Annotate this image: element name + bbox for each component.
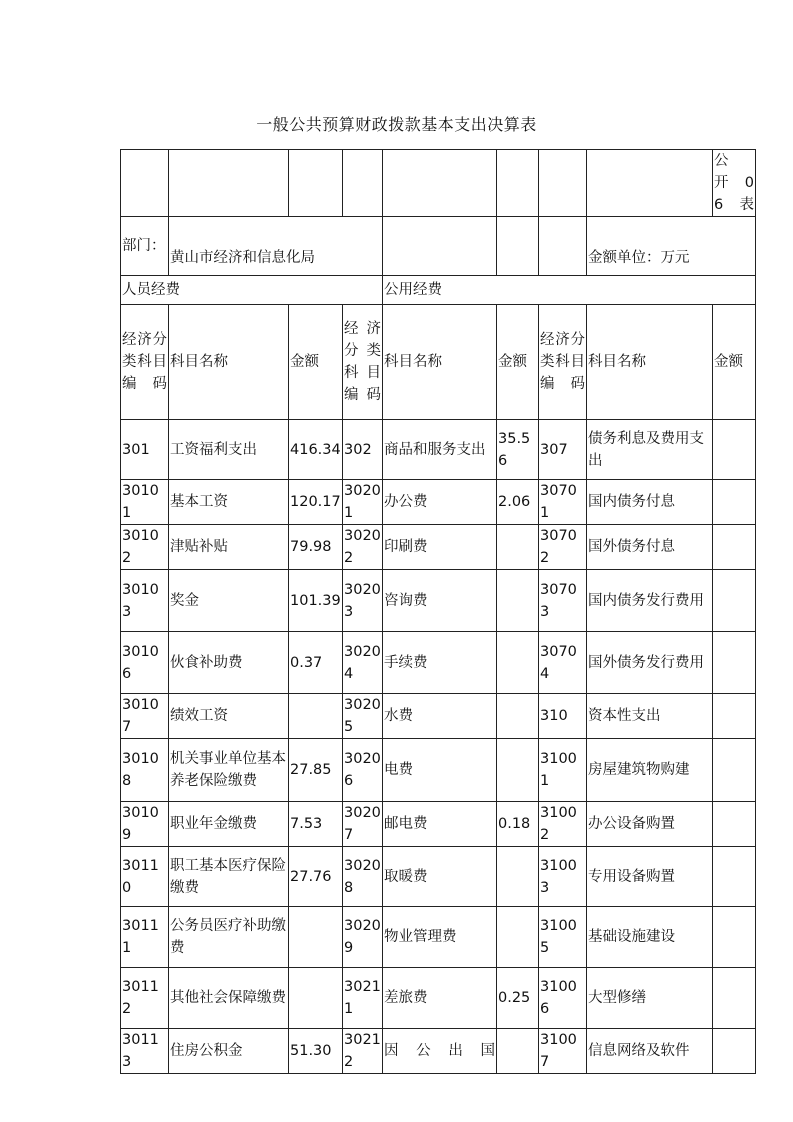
table-row: [121, 480, 756, 525]
code-debt-capital: 30704: [539, 632, 587, 694]
name-debt-capital: 债务利息及费用支出: [587, 420, 713, 480]
amount-public: 0.25: [497, 968, 539, 1029]
section-personnel: 人员经费: [121, 276, 383, 305]
name-personnel: 奖金: [169, 570, 289, 632]
name-public: 差旅费: [383, 968, 497, 1029]
data-rows: [121, 420, 756, 1074]
code-personnel: 30108: [121, 739, 169, 802]
page-title: 一般公共预算财政拨款基本支出决算表: [256, 115, 537, 134]
amount-public: 0.18: [497, 802, 539, 847]
code-public: 30208: [343, 847, 383, 907]
code-public: 30209: [343, 907, 383, 968]
table-row: [121, 802, 756, 847]
col-amount-3: 金额: [713, 305, 756, 420]
code-personnel: 30102: [121, 525, 169, 570]
name-personnel: 伙食补助费: [169, 632, 289, 694]
code-debt-capital: 31001: [539, 739, 587, 802]
table-row: [121, 739, 756, 802]
amount-debt-capital: [713, 847, 756, 907]
code-public: 302: [343, 420, 383, 480]
code-debt-capital: 30703: [539, 570, 587, 632]
amount-public: [497, 1029, 539, 1074]
code-public: 30212: [343, 1029, 383, 1074]
amount-public: [497, 694, 539, 739]
code-public: 30205: [343, 694, 383, 739]
amount-public: 2.06: [497, 480, 539, 525]
name-personnel: 职工基本医疗保险缴费: [169, 847, 289, 907]
table-row: [121, 525, 756, 570]
column-header-row: [121, 305, 756, 420]
code-personnel: 30109: [121, 802, 169, 847]
dept-row: [121, 217, 756, 276]
section-row: [121, 276, 756, 305]
amount-personnel: [289, 968, 343, 1029]
table-row: [121, 1029, 756, 1074]
amount-debt-capital: [713, 480, 756, 525]
amount-personnel: 101.39: [289, 570, 343, 632]
code-debt-capital: 31007: [539, 1029, 587, 1074]
name-debt-capital: 国外债务发行费用: [587, 632, 713, 694]
code-public: 30203: [343, 570, 383, 632]
code-personnel: 30103: [121, 570, 169, 632]
name-public: 印刷费: [383, 525, 497, 570]
code-debt-capital: 30702: [539, 525, 587, 570]
table-row: [121, 570, 756, 632]
name-public: 水费: [383, 694, 497, 739]
name-debt-capital: 国内债务付息: [587, 480, 713, 525]
amount-debt-capital: [713, 907, 756, 968]
code-debt-capital: 307: [539, 420, 587, 480]
section-public: 公用经费: [383, 276, 756, 305]
table-row: [121, 632, 756, 694]
amount-debt-capital: [713, 570, 756, 632]
amount-debt-capital: [713, 632, 756, 694]
name-public: 咨询费: [383, 570, 497, 632]
code-debt-capital: 31003: [539, 847, 587, 907]
name-debt-capital: 资本性支出: [587, 694, 713, 739]
table-row: [121, 694, 756, 739]
amount-public: 35.56: [497, 420, 539, 480]
code-public: 30211: [343, 968, 383, 1029]
amount-public: [497, 632, 539, 694]
col-code-3: 经济分类科目编码: [539, 305, 587, 420]
amount-public: [497, 525, 539, 570]
amount-debt-capital: [713, 420, 756, 480]
amount-personnel: 120.17: [289, 480, 343, 525]
name-debt-capital: 大型修缮: [587, 968, 713, 1029]
amount-personnel: 51.30: [289, 1029, 343, 1074]
name-personnel: 公务员医疗补助缴费: [169, 907, 289, 968]
dept-name: 黄山市经济和信息化局: [169, 217, 383, 276]
amount-debt-capital: [713, 968, 756, 1029]
name-personnel: 绩效工资: [169, 694, 289, 739]
code-debt-capital: 31002: [539, 802, 587, 847]
name-debt-capital: 信息网络及软件: [587, 1029, 713, 1074]
name-public: 因公出国: [383, 1029, 497, 1074]
amount-public: [497, 847, 539, 907]
name-public: 电费: [383, 739, 497, 802]
amount-personnel: 27.76: [289, 847, 343, 907]
name-public: 取暖费: [383, 847, 497, 907]
name-debt-capital: 基础设施建设: [587, 907, 713, 968]
code-personnel: 30106: [121, 632, 169, 694]
amount-public: [497, 570, 539, 632]
col-code-1: 经济分类科目编码: [121, 305, 169, 420]
amount-debt-capital: [713, 802, 756, 847]
name-public: 邮电费: [383, 802, 497, 847]
code-personnel: 30107: [121, 694, 169, 739]
amount-personnel: 7.53: [289, 802, 343, 847]
table-row: [121, 847, 756, 907]
table-row: [121, 907, 756, 968]
name-public: 物业管理费: [383, 907, 497, 968]
code-personnel: 30112: [121, 968, 169, 1029]
name-personnel: 职业年金缴费: [169, 802, 289, 847]
name-personnel: 机关事业单位基本养老保险缴费: [169, 739, 289, 802]
code-public: 30206: [343, 739, 383, 802]
name-personnel: 基本工资: [169, 480, 289, 525]
name-public: 商品和服务支出: [383, 420, 497, 480]
form-code: 公 开 06表: [713, 150, 756, 217]
amount-debt-capital: [713, 694, 756, 739]
name-debt-capital: 国内债务发行费用: [587, 570, 713, 632]
amount-debt-capital: [713, 739, 756, 802]
code-public: 30207: [343, 802, 383, 847]
amount-personnel: 27.85: [289, 739, 343, 802]
name-debt-capital: 专用设备购置: [587, 847, 713, 907]
col-name-1: 科目名称: [169, 305, 289, 420]
name-personnel: 津贴补贴: [169, 525, 289, 570]
table-row: [121, 420, 756, 480]
name-public: 手续费: [383, 632, 497, 694]
name-personnel: 其他社会保障缴费: [169, 968, 289, 1029]
code-personnel: 30111: [121, 907, 169, 968]
amount-personnel: 0.37: [289, 632, 343, 694]
code-debt-capital: 310: [539, 694, 587, 739]
name-personnel: 工资福利支出: [169, 420, 289, 480]
budget-table: [120, 149, 756, 1074]
dept-label: 部门：: [121, 217, 169, 276]
col-amount-2: 金额: [497, 305, 539, 420]
col-amount-1: 金额: [289, 305, 343, 420]
col-code-2: 经济分类科目编码: [343, 305, 383, 420]
name-debt-capital: 国外债务付息: [587, 525, 713, 570]
name-personnel: 住房公积金: [169, 1029, 289, 1074]
name-debt-capital: 房屋建筑物购建: [587, 739, 713, 802]
amount-personnel: [289, 907, 343, 968]
code-personnel: 30101: [121, 480, 169, 525]
code-public: 30201: [343, 480, 383, 525]
name-debt-capital: 办公设备购置: [587, 802, 713, 847]
code-debt-capital: 31006: [539, 968, 587, 1029]
code-debt-capital: 31005: [539, 907, 587, 968]
code-personnel: 301: [121, 420, 169, 480]
amount-public: [497, 907, 539, 968]
code-personnel: 30113: [121, 1029, 169, 1074]
col-name-3: 科目名称: [587, 305, 713, 420]
table-row: [121, 968, 756, 1029]
code-personnel: 30110: [121, 847, 169, 907]
code-public: 30204: [343, 632, 383, 694]
header-row: [121, 150, 756, 217]
amount-personnel: 79.98: [289, 525, 343, 570]
code-public: 30202: [343, 525, 383, 570]
name-public: 办公费: [383, 480, 497, 525]
amount-debt-capital: [713, 1029, 756, 1074]
amount-public: [497, 739, 539, 802]
code-debt-capital: 30701: [539, 480, 587, 525]
amount-unit: 金额单位：万元: [587, 217, 756, 276]
amount-debt-capital: [713, 525, 756, 570]
amount-personnel: [289, 694, 343, 739]
col-name-2: 科目名称: [383, 305, 497, 420]
amount-personnel: 416.34: [289, 420, 343, 480]
